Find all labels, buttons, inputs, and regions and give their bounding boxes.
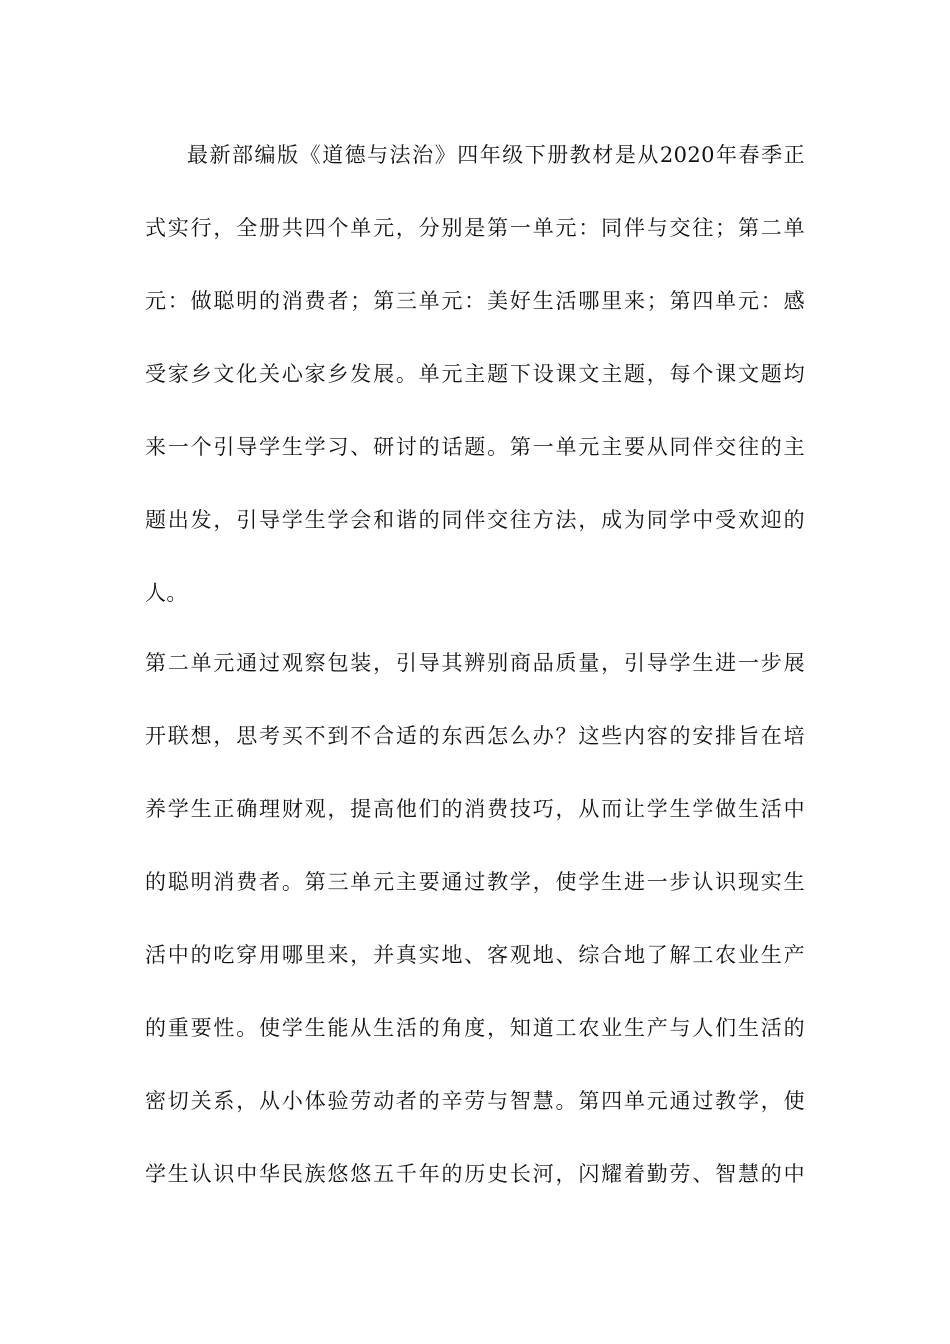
paragraph-1-line-7: 人。 bbox=[145, 581, 188, 605]
paragraph-2-line-6: 的重要性。使学生能从生活的角度，知道工农业生产与人们生活的 bbox=[145, 1016, 805, 1040]
paragraph-2-line-2: 开联想，思考买不到不合适的东西怎么办？这些内容的安排旨在培 bbox=[145, 724, 805, 748]
paragraph-1-line-4: 受家乡文化关心家乡发展。单元主题下设课文主题，每个课文题均 bbox=[145, 362, 805, 386]
paragraph-1-line-5: 来一个引导学生学习、研讨的话题。第一单元主要从同伴交往的主 bbox=[145, 435, 805, 459]
paragraph-2-line-3: 养学生正确理财观，提高他们的消费技巧，从而让学生学做生活中 bbox=[145, 797, 805, 821]
paragraph-1-line-6: 题出发，引导学生学会和谐的同伴交往方法，成为同学中受欢迎的 bbox=[145, 508, 805, 532]
paragraph-1-line-1: 最新部编版《道德与法治》四年级下册教材是从2020年春季正 bbox=[187, 143, 805, 167]
paragraph-1-line-2: 式实行，全册共四个单元，分别是第一单元：同伴与交往；第二单 bbox=[145, 216, 805, 240]
paragraph-2-line-8: 学生认识中华民族悠悠五千年的历史长河，闪耀着勤劳、智慧的中 bbox=[145, 1162, 805, 1186]
paragraph-2-line-4: 的聪明消费者。第三单元主要通过教学，使学生进一步认识现实生 bbox=[145, 870, 805, 894]
paragraph-2-line-7: 密切关系，从小体验劳动者的辛劳与智慧。第四单元通过教学，使 bbox=[145, 1089, 805, 1113]
paragraph-1-line-3: 元：做聪明的消费者；第三单元：美好生活哪里来；第四单元：感 bbox=[145, 289, 805, 313]
paragraph-2-line-1: 第二单元通过观察包装，引导其辨别商品质量，引导学生进一步展 bbox=[145, 651, 805, 675]
paragraph-2-line-5: 活中的吃穿用哪里来，并真实地、客观地、综合地了解工农业生产 bbox=[145, 943, 805, 967]
